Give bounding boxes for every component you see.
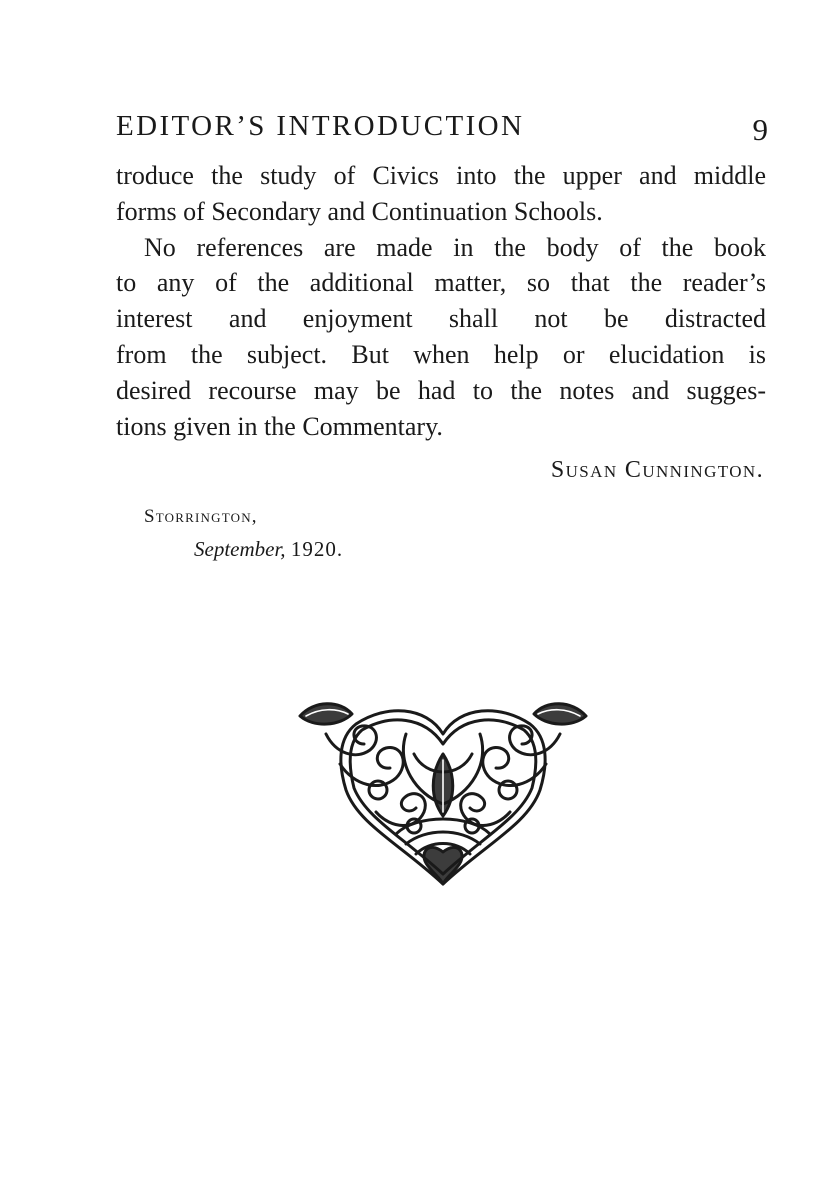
vine-ornament-icon [296,694,590,890]
text-line: No references are made in the body of the book [144,232,766,262]
paragraph-2 [116,230,766,445]
dateline-place: Storrington, [144,506,258,527]
paragraph-1 [116,158,766,230]
text-line: desired recourse may be had to the notes and sugges- [116,375,766,405]
body-text [116,158,766,444]
author-signature: Susan Cunnington. [550,457,764,483]
running-title: EDITOR’S INTRODUCTION [116,110,525,142]
text-line: from the subject. But when help or elucidation is [116,339,766,369]
dateline-year: 1920. [290,537,344,561]
dateline-date [194,534,343,564]
text-line: to any of the additional matter, so that the reader’s [116,268,766,298]
dateline-month: September, [194,537,286,561]
text-line: tions given in the Commentary. [116,411,443,441]
running-head [116,108,768,148]
text-line: troduce the study of Civics into the upper and middle [116,161,766,190]
text-line: forms of Secondary and Continuation Schools. [116,196,603,226]
text-line: interest and enjoyment shall not be distracted [116,304,766,334]
page-number: 9 [752,112,768,147]
